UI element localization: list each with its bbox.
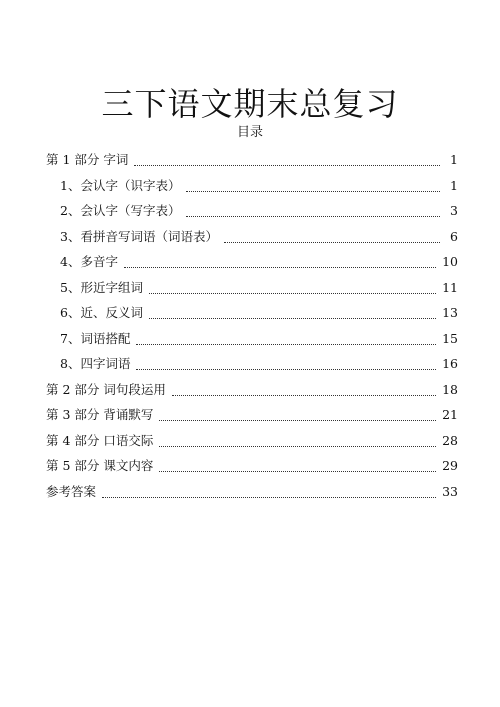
toc-entry-page: 18 xyxy=(442,381,458,397)
toc-heading: 目录 xyxy=(236,125,263,140)
toc-entry-page: 1 xyxy=(450,152,458,167)
toc-leader-dots xyxy=(149,318,436,319)
toc-entry-page: 11 xyxy=(442,279,458,295)
toc-leader-dots xyxy=(159,420,436,421)
toc-leader-dots xyxy=(172,395,436,396)
table-of-contents xyxy=(46,150,458,507)
toc-leader-dots xyxy=(159,446,436,447)
toc-entry-label: 4、多音字 xyxy=(60,254,118,269)
toc-entry[interactable] xyxy=(46,252,458,278)
toc-entry-label: 第 5 部分 课文内容 xyxy=(46,458,154,473)
toc-entry-page: 15 xyxy=(442,330,458,346)
toc-entry-label: 3、看拼音写词语（词语表） xyxy=(60,228,218,244)
toc-entry-page: 16 xyxy=(442,356,458,371)
toc-entry[interactable] xyxy=(46,354,458,380)
toc-leader-dots xyxy=(136,344,436,345)
toc-entry-page: 33 xyxy=(442,483,458,499)
toc-entry-label: 第 1 部分 字词 xyxy=(46,152,129,167)
toc-leader-dots xyxy=(134,165,440,166)
toc-entry-page: 6 xyxy=(450,228,458,244)
toc-entry-page: 3 xyxy=(450,203,458,218)
toc-entry[interactable] xyxy=(46,405,458,431)
toc-entry-label: 第 2 部分 词句段运用 xyxy=(46,381,166,397)
toc-entry[interactable] xyxy=(46,482,458,508)
toc-entry-page: 10 xyxy=(442,254,458,269)
toc-entry-label: 1、会认字（识字表） xyxy=(60,177,181,193)
toc-entry-page: 13 xyxy=(442,305,458,320)
toc-entry[interactable] xyxy=(46,227,458,253)
toc-leader-dots xyxy=(159,471,436,472)
toc-leader-dots xyxy=(149,293,436,294)
toc-entry[interactable] xyxy=(46,303,458,329)
toc-entry[interactable] xyxy=(46,431,458,457)
toc-leader-dots xyxy=(186,216,440,217)
toc-entry[interactable] xyxy=(46,329,458,355)
document-title: 三下语文期末总复习 xyxy=(101,85,399,124)
toc-leader-dots xyxy=(124,267,436,268)
toc-entry[interactable] xyxy=(46,201,458,227)
toc-leader-dots xyxy=(224,242,440,243)
toc-entry-label: 7、词语搭配 xyxy=(60,330,131,346)
toc-entry-label: 5、形近字组词 xyxy=(60,279,143,295)
toc-entry[interactable] xyxy=(46,456,458,482)
toc-entry[interactable] xyxy=(46,176,458,202)
toc-leader-dots xyxy=(136,369,436,370)
toc-entry-page: 28 xyxy=(442,432,458,448)
toc-entry[interactable] xyxy=(46,380,458,406)
toc-entry-page: 29 xyxy=(442,458,458,473)
toc-entry[interactable] xyxy=(46,150,458,176)
toc-entry-page: 1 xyxy=(450,177,458,193)
toc-entry-page: 21 xyxy=(442,407,458,422)
toc-entry-label: 第 4 部分 口语交际 xyxy=(46,432,154,448)
toc-entry[interactable] xyxy=(46,278,458,304)
toc-leader-dots xyxy=(102,497,436,498)
toc-entry-label: 2、会认字（写字表） xyxy=(60,203,181,218)
toc-entry-label: 参考答案 xyxy=(46,483,97,499)
toc-entry-label: 8、四字词语 xyxy=(60,356,131,371)
toc-leader-dots xyxy=(186,191,440,192)
toc-entry-label: 6、近、反义词 xyxy=(60,305,143,320)
toc-entry-label: 第 3 部分 背诵默写 xyxy=(46,407,154,422)
